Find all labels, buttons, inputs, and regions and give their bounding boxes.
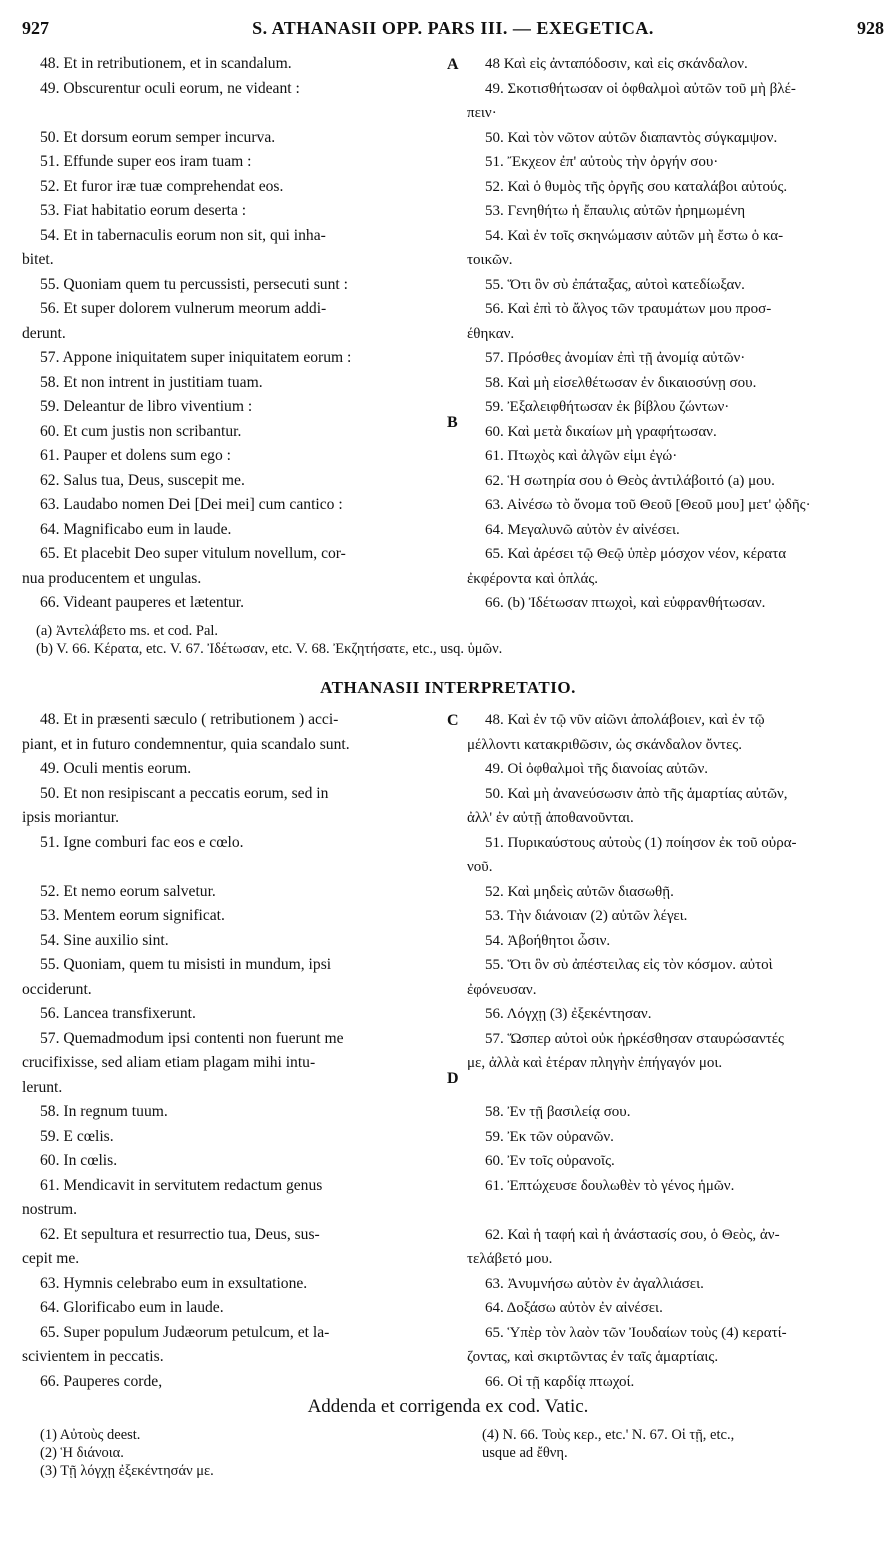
text-line: 52. Καὶ μηδεὶς αὐτῶν διασωθῇ.: [485, 883, 674, 900]
blank-line: [467, 1076, 885, 1101]
text-line: occiderunt.: [22, 980, 92, 998]
text-line: bitet.: [22, 251, 54, 268]
text-line: 48. Et in retributionem, et in scandalum.: [40, 55, 292, 72]
text-line: ἐκφέροντα καὶ ὁπλάς.: [467, 570, 599, 587]
text-line: 66. Videant pauperes et lætentur.: [40, 594, 245, 611]
addenda-note: (1) Αὐτοὺς deest.: [40, 1427, 141, 1443]
text-line: 62. Ἡ σωτηρία σου ὁ Θεὸς ἀντιλάβοιτό (a) μου.: [485, 472, 775, 489]
text-line: 57. Appone iniquitatem super iniquitatem eorum :: [40, 349, 352, 366]
text-line: 55. Ὅτι ὃν σὺ ἀπέστειλας εἰς τὸν κόσμον. αὐτοὶ: [485, 957, 773, 973]
text-line: μέλλοντι κατακριθῶσιν, ὡς σκάνδαλον ὄντες.: [467, 736, 742, 753]
text-line: 56. Καὶ ἐπὶ τὸ ἄλγος τῶν τραυμάτων μου προσ-: [485, 301, 772, 317]
text-line: 59. E cœlis.: [40, 1127, 114, 1145]
text-line: 55. Quoniam quem tu percussisti, persecuti sunt :: [40, 275, 348, 293]
text-line: 61. Mendicavit in servitutem redactum genus: [40, 1176, 323, 1194]
text-line: 60. In cœlis.: [40, 1152, 118, 1169]
text-line: 55. Ὅτι ὃν σὺ ἐπάταξας, αὐτοὶ κατεδίωξαν.: [485, 276, 745, 293]
text-line: 66. Οἱ τῇ καρδίᾳ πτωχοί.: [485, 1373, 635, 1390]
blank-line: [22, 855, 440, 880]
text-line: 62. Καὶ ἡ ταφή καὶ ἡ ἀνάστασίς σου, ὁ Θεὸς, ἀν-: [485, 1226, 780, 1243]
text-line: 51. Effunde super eos iram tuam :: [40, 153, 252, 170]
text-line: 53. Fiat habitatio eorum deserta :: [40, 202, 247, 219]
text-line: 58. Καὶ μὴ εἰσελθέτωσαν ἐν δικαιοσύνῃ σου.: [485, 374, 757, 391]
text-line: 65. Ὑπὲρ τὸν λαὸν τῶν Ἰουδαίων τοὺς (4) κερατί-: [485, 1324, 787, 1341]
text-line: 54. Καὶ ἐν τοῖς σκηνώμασιν αὐτῶν μὴ ἔστω ὁ κα-: [485, 227, 784, 244]
text-line: 53. Mentem eorum significat.: [40, 907, 225, 924]
text-line: 54. Ἀβοήθητοι ὦσιν.: [485, 932, 611, 949]
page-number-right: 928: [857, 18, 884, 38]
text-line: 56. Lancea transfixerunt.: [40, 1005, 196, 1022]
text-line: 59. Deleantur de libro viventium :: [40, 398, 253, 415]
text-line: 59. Ἐξαλειφθήτωσαν ἐκ βίβλου ζώντων·: [485, 399, 730, 415]
text-line: 51. Ἔκχεον ἐπ' αὐτοὺς τὴν ὀργήν σου·: [485, 154, 719, 170]
text-line: nostrum.: [22, 1201, 78, 1218]
text-line: 64. Magnificabo eum in laude.: [40, 520, 232, 538]
text-line: 51. Igne comburi fac eos e cœlo.: [40, 833, 244, 851]
text-line: 64. Glorificabo eum in laude.: [40, 1299, 224, 1316]
text-line: 62. Et sepultura et resurrectio tua, Deus, sus-: [40, 1225, 320, 1243]
margin-letter-b: B: [447, 414, 458, 431]
text-line: 59. Ἐκ τῶν οὐρανῶν.: [485, 1128, 614, 1145]
blank-line: [467, 1198, 885, 1223]
text-line: 53. Γενηθήτω ἡ ἔπαυλις αὐτῶν ἠρημωμένη: [485, 203, 746, 219]
addenda-note: usque ad ἔθνη.: [482, 1445, 568, 1461]
text-line: 49. Οἱ ὀφθαλμοὶ τῆς διανοίας αὐτῶν.: [485, 761, 709, 777]
text-line: τελάβετό μου.: [467, 1251, 553, 1267]
text-line: ἐφόνευσαν.: [467, 981, 537, 998]
text-line: lerunt.: [22, 1078, 63, 1096]
text-line: 49. Obscurentur oculi eorum, ne videant :: [40, 79, 300, 97]
text-line: 48. Καὶ ἐν τῷ νῦν αἰῶνι ἀπολάβοιεν, καὶ ἐν τῷ: [485, 712, 765, 728]
text-line: 66. Pauperes corde,: [40, 1372, 163, 1390]
text-line: scivientem in peccatis.: [22, 1348, 164, 1365]
text-line: 58. Et non intrent in justitiam tuam.: [40, 373, 263, 391]
text-line: 51. Πυρικαύστους αὐτοὺς (1) ποίησον ἐκ τοῦ οὐρα-: [485, 834, 797, 851]
addenda-notes-left: [40, 1426, 214, 1480]
text-line: 50. Καὶ μὴ ἀνανεύσωσιν ἀπὸ τῆς ἁμαρτίας αὐτῶν,: [485, 785, 788, 802]
text-line: piant, et in futuro condemnentur, quia scandalo sunt.: [22, 735, 350, 753]
footnote: (a) Ἀντελάβετο ms. et cod. Pal.: [36, 623, 219, 639]
text-line: πειν·: [467, 105, 497, 121]
text-line: 54. Et in tabernaculis eorum non sit, qui inha-: [40, 226, 326, 244]
footnote: (b) V. 66. Κέρατα, etc. V. 67. Ἰδέτωσαν, etc. V. 68. Ἐκζητήσατε, etc., usq. ὑμῶν.: [36, 641, 503, 657]
text-line: τοικῶν.: [467, 252, 513, 268]
text-line: με, ἀλλὰ καὶ ἑτέραν πληγὴν ἐπήγαγόν μοι.: [467, 1055, 723, 1071]
text-line: 65. Super populum Judæorum petulcum, et la-: [40, 1323, 330, 1341]
text-line: 52. Et nemo eorum salvetur.: [40, 882, 216, 900]
text-line: 60. Ἐν τοῖς οὐρανοῖς.: [485, 1153, 615, 1169]
text-line: nua producentem et ungulas.: [22, 569, 202, 587]
footnotes-top: [36, 622, 502, 658]
text-line: 60. Καὶ μετὰ δικαίων μὴ γραφήτωσαν.: [485, 423, 717, 440]
text-line: ipsis moriantur.: [22, 809, 120, 826]
text-line: 66. (b) Ἰδέτωσαν πτωχοὶ, καὶ εὐφρανθήτωσαν.: [485, 595, 766, 611]
text-line: 56. Et super dolorem vulnerum meorum addi-: [40, 300, 327, 317]
text-line: crucifixisse, sed aliam etiam plagam mihi intu-: [22, 1054, 316, 1071]
text-line: 61. Ἐπτώχευσε δουλωθὲν τὸ γένος ἡμῶν.: [485, 1177, 735, 1194]
text-line: 63. Ἀνυμνήσω αὐτὸν ἐν ἀγαλλιάσει.: [485, 1275, 704, 1292]
page-header: [22, 18, 884, 42]
text-line: 52. Et furor iræ tuæ comprehendat eos.: [40, 177, 284, 195]
text-line: νοῦ.: [467, 859, 493, 875]
text-line: derunt.: [22, 324, 66, 342]
text-line: 61. Pauper et dolens sum ego :: [40, 447, 231, 464]
addenda-note: (3) Τῇ λόγχῃ ἐξεκέντησάν με.: [40, 1463, 214, 1479]
text-line: 48. Et in præsenti sæculo ( retributionem ) acci-: [40, 711, 339, 728]
margin-letter-d: D: [447, 1070, 459, 1087]
text-line: 63. Laudabo nomen Dei [Dei mei] cum cantico :: [40, 496, 343, 513]
addenda-title: Addenda et corrigenda ex cod. Vatic.: [307, 1396, 589, 1417]
page-number-left: 927: [22, 18, 49, 38]
addenda-notes-right: [482, 1426, 734, 1462]
text-line: 60. Et cum justis non scribantur.: [40, 422, 242, 440]
text-line: 52. Καὶ ὁ θυμὸς τῆς ὀργῆς σου καταλάβοι αὐτούς.: [485, 178, 788, 195]
section-title: ATHANASII INTERPRETATIO.: [320, 678, 576, 697]
text-line: cepit me.: [22, 1250, 80, 1267]
text-line: 62. Salus tua, Deus, suscepit me.: [40, 471, 245, 489]
blank-line: [22, 101, 440, 126]
text-line: 64. Δοξάσω αὐτὸν ἐν αἰνέσει.: [485, 1300, 663, 1316]
text-line: 65. Et placebit Deo super vitulum novellum, cor-: [40, 545, 346, 562]
text-line: 61. Πτωχὸς καὶ ἀλγῶν εἰμι ἐγώ·: [485, 448, 678, 464]
addenda-note: (2) Ἡ διάνοια.: [40, 1445, 124, 1461]
margin-letter-a: A: [447, 56, 459, 73]
text-line: 64. Μεγαλυνῶ αὐτὸν ἐν αἰνέσει.: [485, 521, 680, 538]
addenda-note: (4) N. 66. Τοὺς κερ., etc.' N. 67. Οἱ τῇ, etc.,: [482, 1427, 735, 1443]
text-line: 57. Ὥσπερ αὐτοὶ οὐκ ἠρκέσθησαν σταυρώσαντές: [485, 1030, 784, 1047]
text-line: 55. Quoniam, quem tu misisti in mundum, ipsi: [40, 956, 332, 973]
top-greek-column: [467, 52, 885, 616]
text-line: 57. Πρόσθες ἀνομίαν ἐπὶ τῇ ἀνομίᾳ αὐτῶν·: [485, 350, 746, 366]
text-line: 49. Σκοτισθήτωσαν οἱ ὀφθαλμοὶ αὐτῶν τοῦ μὴ βλέ-: [485, 80, 796, 97]
text-line: 56. Λόγχῃ (3) ἐξεκέντησαν.: [485, 1006, 652, 1022]
text-line: 57. Quemadmodum ipsi contenti non fuerunt me: [40, 1029, 344, 1047]
text-line: 58. Ἐν τῇ βασιλείᾳ σου.: [485, 1104, 631, 1120]
text-line: 53. Τὴν διάνοιαν (2) αὐτῶν λέγει.: [485, 908, 688, 924]
text-line: ζοντας, καὶ σκιρτῶντας ἐν ταῖς ἁμαρτίαις.: [467, 1349, 719, 1365]
text-line: 50. Et dorsum eorum semper incurva.: [40, 128, 276, 146]
running-title: S. ATHANASII OPP. PARS III. — EXEGETICA.: [252, 18, 654, 38]
interpretatio-latin-column: [22, 708, 440, 1394]
text-line: έθηκαν.: [467, 325, 515, 342]
text-line: ἀλλ' ἐν αὐτῇ ἀποθανοῦνται.: [467, 810, 634, 826]
text-line: 50. Καὶ τὸν νῶτον αὐτῶν διαπαντὸς σύγκαμψον.: [485, 129, 778, 146]
top-latin-column: [22, 52, 440, 616]
text-line: 49. Oculi mentis eorum.: [40, 760, 192, 777]
text-line: 58. In regnum tuum.: [40, 1103, 168, 1120]
text-line: 63. Αἰνέσω τὸ ὄνομα τοῦ Θεοῦ [Θεοῦ μου] μετ' ᾠδῆς·: [485, 497, 811, 513]
text-line: 54. Sine auxilio sint.: [40, 931, 169, 949]
text-line: 65. Καὶ ἀρέσει τῷ Θεῷ ὑπὲρ μόσχον νέον, κέρατα: [485, 546, 787, 562]
text-line: 48 Καὶ εἰς ἀνταπόδοσιν, καὶ εἰς σκάνδαλον.: [485, 56, 748, 72]
interpretatio-greek-column: [467, 708, 885, 1394]
margin-letter-c: C: [447, 712, 459, 729]
text-line: 63. Hymnis celebrabo eum in exsultatione.: [40, 1274, 308, 1292]
text-line: 50. Et non resipiscant a peccatis eorum, sed in: [40, 784, 329, 802]
